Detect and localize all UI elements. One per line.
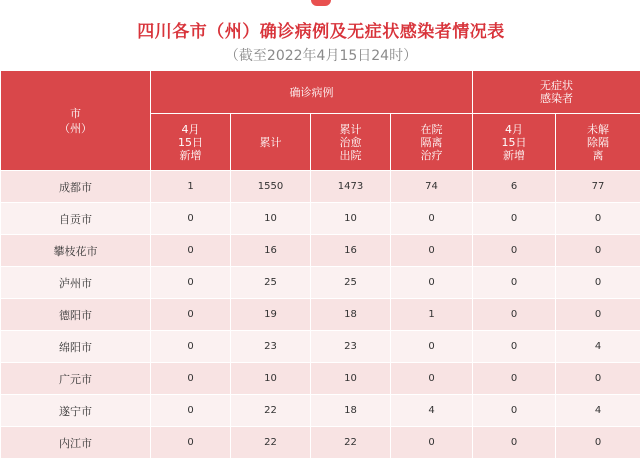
table-cell: 0 xyxy=(473,267,556,299)
table-cell: 10 xyxy=(311,363,391,395)
table-cell: 6 xyxy=(473,171,556,203)
column-header: 4月 15日 新增 xyxy=(473,114,556,171)
table-row xyxy=(1,395,641,427)
asymptomatic-group-header: 无症状 感染者 xyxy=(473,71,641,114)
table-cell: 22 xyxy=(231,395,311,427)
table-cell: 22 xyxy=(311,427,391,459)
table-cell: 0 xyxy=(473,331,556,363)
table-cell: 23 xyxy=(311,331,391,363)
column-header: 未解 除隔 离 xyxy=(556,114,641,171)
table-cell: 4 xyxy=(391,395,473,427)
table-row xyxy=(1,171,641,203)
page-title: 四川各市（州）确诊病例及无症状感染者情况表 xyxy=(137,22,505,42)
city-name: 攀枝花市 xyxy=(1,235,151,267)
table-cell: 0 xyxy=(556,363,641,395)
table-cell: 25 xyxy=(311,267,391,299)
table-cell: 0 xyxy=(391,203,473,235)
table-cell: 23 xyxy=(231,331,311,363)
table-cell: 0 xyxy=(391,331,473,363)
column-header: 累计 xyxy=(231,114,311,171)
city-name: 广元市 xyxy=(1,363,151,395)
table-cell: 0 xyxy=(556,235,641,267)
table-cell: 77 xyxy=(556,171,641,203)
city-name: 泸州市 xyxy=(1,267,151,299)
table-cell: 18 xyxy=(311,299,391,331)
table-row xyxy=(1,203,641,235)
table-cell: 0 xyxy=(151,203,231,235)
table-cell: 16 xyxy=(311,235,391,267)
table-cell: 0 xyxy=(473,235,556,267)
table-row xyxy=(1,363,641,395)
table-cell: 19 xyxy=(231,299,311,331)
table-cell: 0 xyxy=(151,395,231,427)
table-cell: 0 xyxy=(473,203,556,235)
table-row xyxy=(1,427,641,459)
table-cell: 0 xyxy=(473,299,556,331)
table-cell: 22 xyxy=(231,427,311,459)
table-cell: 0 xyxy=(151,235,231,267)
table-cell: 10 xyxy=(311,203,391,235)
table-cell: 25 xyxy=(231,267,311,299)
city-name: 成都市 xyxy=(1,171,151,203)
page-subtitle: （截至2022年4月15日24时） xyxy=(224,48,418,64)
table-cell: 0 xyxy=(391,427,473,459)
table-cell: 0 xyxy=(391,235,473,267)
cases-table xyxy=(0,70,641,459)
table-cell: 16 xyxy=(231,235,311,267)
table-cell: 0 xyxy=(151,267,231,299)
table-cell: 0 xyxy=(151,299,231,331)
table-cell: 10 xyxy=(231,203,311,235)
city-column-header: 市 （州） xyxy=(1,71,151,171)
table-cell: 0 xyxy=(151,331,231,363)
table-cell: 18 xyxy=(311,395,391,427)
table-cell: 0 xyxy=(556,427,641,459)
top-decoration xyxy=(311,0,331,6)
city-name: 德阳市 xyxy=(1,299,151,331)
city-name: 绵阳市 xyxy=(1,331,151,363)
table-cell: 1 xyxy=(151,171,231,203)
table-cell: 4 xyxy=(556,331,641,363)
confirmed-group-header: 确诊病例 xyxy=(151,71,473,114)
table-cell: 0 xyxy=(556,203,641,235)
table-row xyxy=(1,267,641,299)
city-name: 内江市 xyxy=(1,427,151,459)
table-row xyxy=(1,331,641,363)
table-cell: 1473 xyxy=(311,171,391,203)
table-cell: 0 xyxy=(391,363,473,395)
table-cell: 0 xyxy=(473,363,556,395)
city-name: 自贡市 xyxy=(1,203,151,235)
table-row xyxy=(1,299,641,331)
table-cell: 0 xyxy=(151,427,231,459)
table-cell: 0 xyxy=(556,267,641,299)
table-cell: 74 xyxy=(391,171,473,203)
table-cell: 0 xyxy=(391,267,473,299)
table-cell: 4 xyxy=(556,395,641,427)
city-name: 遂宁市 xyxy=(1,395,151,427)
table-cell: 1550 xyxy=(231,171,311,203)
column-header: 4月 15日 新增 xyxy=(151,114,231,171)
table-cell: 1 xyxy=(391,299,473,331)
column-header: 累计 治愈 出院 xyxy=(311,114,391,171)
table-cell: 0 xyxy=(556,299,641,331)
table-cell: 0 xyxy=(151,363,231,395)
table-cell: 0 xyxy=(473,395,556,427)
column-header: 在院 隔离 治疗 xyxy=(391,114,473,171)
table-cell: 10 xyxy=(231,363,311,395)
table-cell: 0 xyxy=(473,427,556,459)
table-row xyxy=(1,235,641,267)
